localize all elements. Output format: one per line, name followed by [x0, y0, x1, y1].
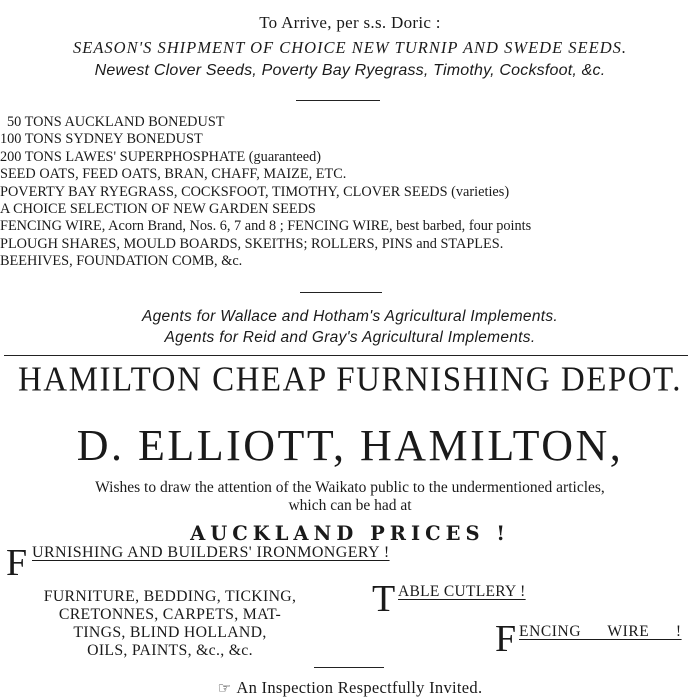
agents-line-wallace: Agents for Wallace and Hotham's Agricultural Implements.: [141, 308, 559, 325]
goods-item: PLOUGH SHARES, MOULD BOARDS, SKEITHS; ROLLERS, PINS and STAPLES.: [0, 235, 504, 252]
wishes-line: Wishes to draw the attention of the Waikato public to the undermentioned articles,: [95, 479, 605, 496]
furniture-list: [0, 588, 340, 660]
furniture-line: OILS, PAINTS, &c., &c.: [87, 642, 253, 659]
table-cutlery-text: ABLE CUTLERY !: [398, 583, 526, 600]
divider-rule: [296, 100, 380, 101]
drop-cap: F: [6, 542, 28, 584]
agents-line-reid: Agents for Reid and Gray's Agricultural Implements.: [164, 329, 536, 346]
goods-list: [0, 114, 531, 271]
newest-seeds-line: Newest Clover Seeds, Poverty Bay Ryegrass, Timothy, Cocksfoot, &c.: [94, 62, 606, 79]
goods-item: FENCING WIRE, Acorn Brand, Nos. 6, 7 and 8 ; FENCING WIRE, best barbed, four points: [0, 218, 532, 235]
to-arrive-heading: To Arrive, per s.s. Doric :: [259, 13, 441, 32]
merchant-name: D. ELLIOTT, HAMILTON,: [76, 421, 624, 470]
furniture-line: CRETONNES, CARPETS, MAT-: [58, 606, 282, 623]
auckland-prices: AUCKLAND PRICES !: [190, 522, 510, 545]
wishes-line: which can be had at: [288, 497, 412, 514]
goods-item: POVERTY BAY RYEGRASS, COCKSFOOT, TIMOTHY, CLOVER SEEDS (varieties): [0, 183, 510, 200]
depot-title: HAMILTON CHEAP FURNISHING DEPOT.: [17, 361, 683, 399]
pointing-hand-icon: ☞: [217, 681, 232, 697]
wishes-text: [0, 479, 700, 515]
goods-item: A CHOICE SELECTION OF NEW GARDEN SEEDS: [0, 201, 316, 218]
goods-item: 50 TONS AUCKLAND BONEDUST: [7, 114, 225, 130]
furnishing-heading-text: URNISHING AND BUILDERS' IRONMONGERY !: [32, 544, 390, 561]
furniture-line: TINGS, BLIND HOLLAND,: [73, 624, 267, 641]
season-shipment-line: SEASON'S SHIPMENT OF CHOICE NEW TURNIP AND SWEDE SEEDS.: [73, 38, 627, 57]
furniture-line: FURNITURE, BEDDING, TICKING,: [43, 588, 297, 605]
divider-rule: [314, 667, 384, 668]
drop-cap: T: [372, 578, 396, 620]
drop-cap: F: [495, 618, 517, 660]
goods-item: 100 TONS SYDNEY BONEDUST: [0, 131, 203, 148]
fencing-wire-text: ENCING WIRE !: [519, 623, 682, 640]
goods-item: 200 TONS LAWES' SUPERPHOSPHATE (guaranteed): [0, 148, 321, 165]
goods-item: SEED OATS, FEED OATS, BRAN, CHAFF, MAIZE, ETC.: [0, 166, 347, 183]
goods-item: BEEHIVES, FOUNDATION COMB, &c.: [0, 253, 243, 270]
inspection-text: An Inspection Respectfully Invited.: [236, 678, 483, 697]
divider-rule: [300, 292, 382, 293]
inspection-line: [0, 678, 700, 698]
section-rule: [4, 355, 688, 356]
